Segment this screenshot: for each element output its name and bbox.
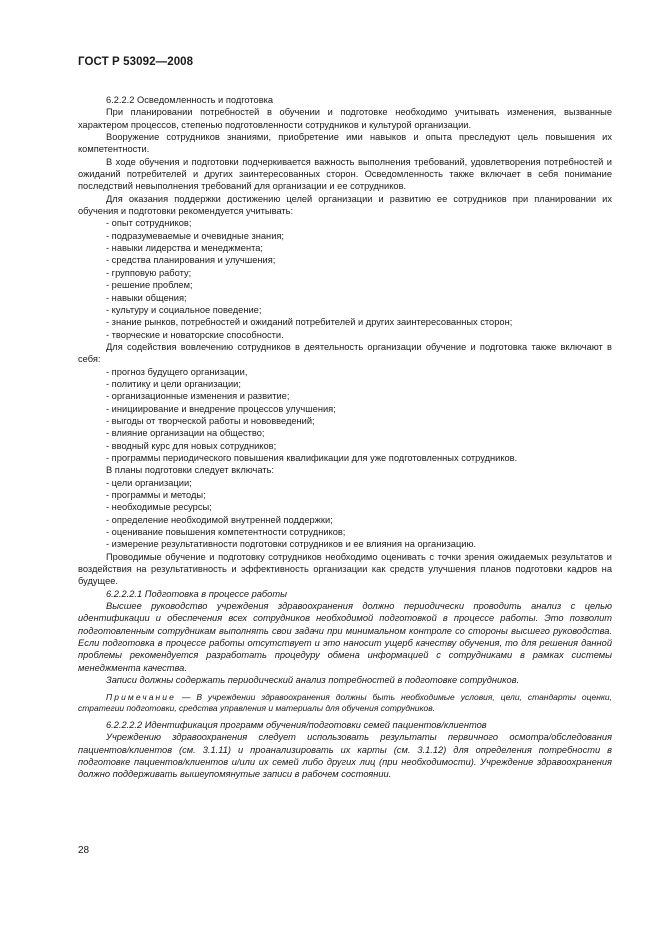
page-number: 28 bbox=[78, 845, 90, 856]
list-item: - выгоды от творческой работы и нововведений; bbox=[106, 415, 315, 426]
list-item: - влияние организации на общество; bbox=[106, 428, 265, 439]
list-item: - программы и методы; bbox=[106, 490, 206, 500]
document-header: ГОСТ Р 53092—2008 bbox=[78, 56, 194, 68]
document-body bbox=[78, 94, 612, 781]
list-item: - знание рынков, потребностей и ожиданий потребителей и других заинтересованных сторон; bbox=[106, 317, 513, 328]
list-item: - подразумеваемые и очевидные знания; bbox=[106, 230, 285, 241]
subsection-heading: 6.2.2.2.1 Подготовка в процессе работы bbox=[106, 588, 287, 599]
list-item: - навыки лидерства и менеджмента; bbox=[106, 243, 264, 254]
paragraph: Для содействия вовлечению сотрудников в деятельность организации обучение и подготовка также включают в себя: bbox=[78, 341, 612, 365]
list-item: - необходимые ресурсы; bbox=[106, 502, 212, 513]
list-item: - решение проблем; bbox=[106, 280, 193, 291]
list-item: - культуру и социальное поведение; bbox=[106, 304, 262, 315]
paragraph: При планировании потребностей в обучении и подготовке необходимо учитывать изменения, вызванные характером процессов, степенью подготовленности сотрудников и культурой организации. bbox=[78, 107, 612, 130]
paragraph: Учреждению здравоохранения следует использовать результаты первичного осмотра/обследования пациентов/клиентов (см. 3.1.11) и проанализировать их карты (см. 3.1.12) для определения потребности в подготовке пациентов/клиентов и/или их семей либо других лиц (при необходимости). Учреждение здравоохранения должно поддерживать вышеупомянутые записи в рабочем состоянии. bbox=[78, 732, 612, 780]
paragraph: Проводимые обучение и подготовку сотрудников необходимо оценивать с точки зрения ожидаемых результатов и воздействия на результативность и эффективность организации как средств улучшения планов подготовки кадров на будущее. bbox=[78, 551, 612, 587]
paragraph: В ходе обучения и подготовки подчеркивается важность выполнения требований, удовлетворения потребностей и ожиданий потребителей и других заинтересованных сторон. Осведомленность также включает в себя понимание последствий невыполнения требований для организации и ее сотрудников. bbox=[78, 156, 612, 192]
list-item: - измерение результативности подготовки сотрудников и ее влияния на организацию. bbox=[106, 539, 477, 550]
note-label: Примечание bbox=[106, 691, 176, 702]
list-item: - групповую работу; bbox=[106, 267, 192, 278]
list-item: - вводный курс для новых сотрудников; bbox=[106, 440, 277, 451]
note-text: — В учреждении здравоохранения должны быть необходимые условия, цели, стандарты оценки, стратегии подготовки, средства управления и материалы для обучения сотрудников. bbox=[78, 691, 612, 713]
list-item: - опыт сотрудников; bbox=[106, 218, 192, 229]
subsection-heading: 6.2.2.2.2 Идентификация программ обучения/подготовки семей пациентов/клиентов bbox=[106, 719, 487, 730]
paragraph: Высшее руководство учреждения здравоохранения должно периодически проводить анализ с целью идентификации и обеспечения всех сотрудников необходимой подготовкой в процессе работы. Это позволит подготовленным сотрудникам выполнять свои задачи при минимальном контроле со стороны высшего руководства. Если подготовка в процессе работы отсутствует и это наносит ущерб качеству обучения, то для решения данной проблемы рекомендуется разработать процедуру обмена информацией с сотрудниками в рамках системы менеджмента качества. bbox=[78, 601, 612, 673]
list-item: - цели организации; bbox=[106, 477, 192, 488]
list-item: - средства планирования и улучшения; bbox=[106, 255, 276, 266]
paragraph: Вооружение сотрудников знаниями, приобретение ими навыков и опыта преследуют цель повышения их компетентности. bbox=[78, 132, 612, 155]
list-item: - программы периодического повышения квалификации для уже подготовленных сотрудников. bbox=[106, 452, 518, 463]
list-item: - навыки общения; bbox=[106, 292, 187, 303]
paragraph: Записи должны содержать периодический анализ потребностей в подготовке сотрудников. bbox=[106, 675, 520, 686]
list-item: - творческие и новаторские способности. bbox=[106, 329, 284, 340]
paragraph: В планы подготовки следует включать: bbox=[106, 465, 275, 476]
list-item: - политику и цели организации; bbox=[106, 378, 241, 389]
list-item: - оценивание повышения компетентности сотрудников; bbox=[106, 527, 346, 538]
paragraph: Для оказания поддержки достижению целей организации и развитию ее сотрудников при планировании их обучения и подготовки рекомендуется учитывать: bbox=[78, 193, 612, 217]
list-item: - определение необходимой внутренней поддержки; bbox=[106, 514, 333, 525]
list-item: - прогноз будущего организации, bbox=[106, 366, 248, 377]
list-item: - организационные изменения и развитие; bbox=[106, 391, 290, 402]
note bbox=[78, 692, 612, 714]
list-item: - инициирование и внедрение процессов улучшения; bbox=[106, 403, 336, 414]
section-heading: 6.2.2.2 Осведомленность и подготовка bbox=[106, 95, 274, 105]
